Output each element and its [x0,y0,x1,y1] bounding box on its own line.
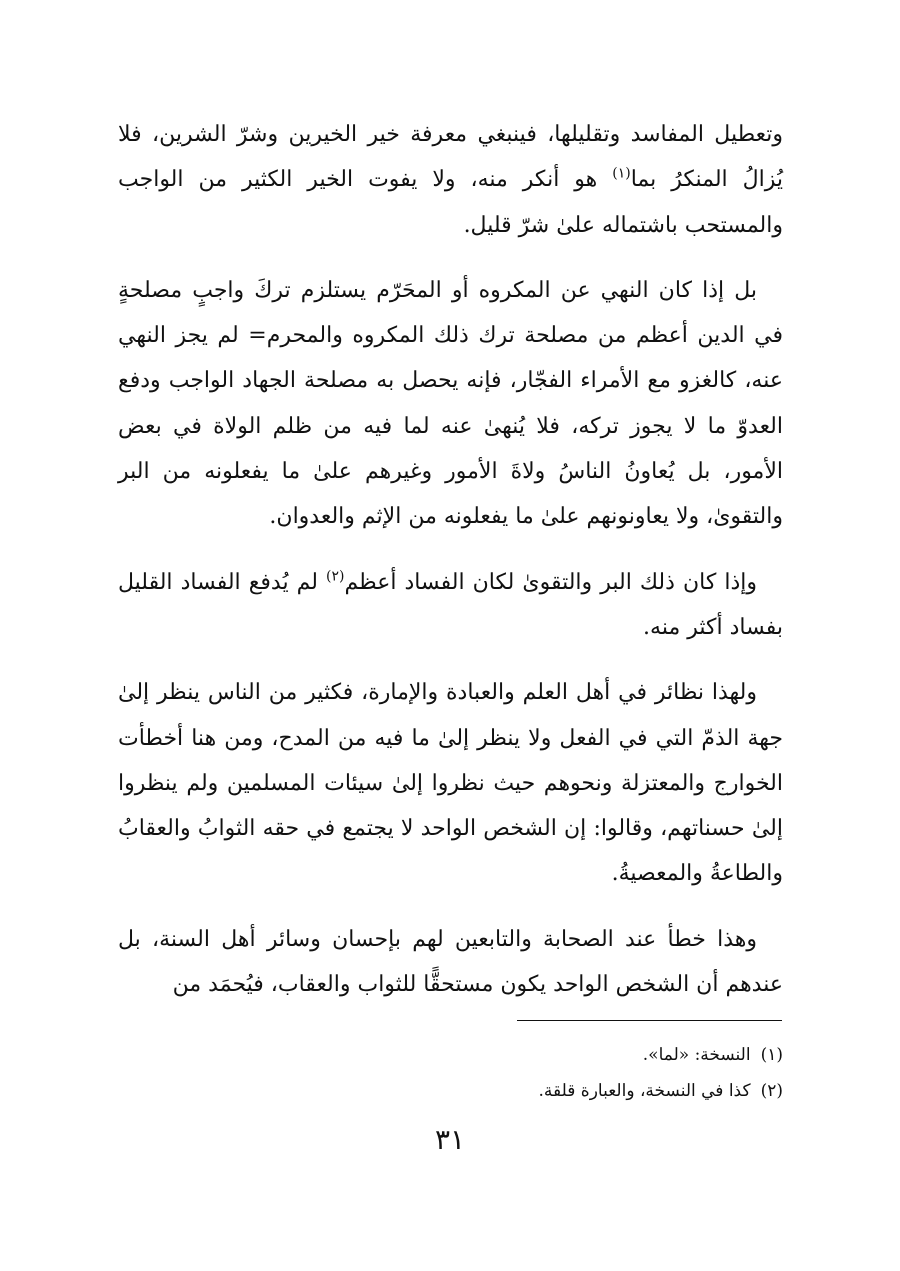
footnote-ref-1: (١) [612,165,631,182]
paragraph-3 [118,560,783,651]
paragraph-1-text-a: وتعطيل المفاسد وتقليلها، فينبغي معرفة خير الخيرين وشرّ الشرين، فلا يُزالُ المنكرُ بما [118,122,783,193]
footnote-ref-2: (٢) [326,568,345,585]
footnotes [118,1037,783,1109]
paragraph-3-text-b: لم يُدفع الفساد القليل بفساد أكثر منه. [118,569,783,640]
footnote-1-number: (١) [760,1045,783,1065]
footnote-1-text: النسخة: «لما». [642,1045,751,1065]
footnote-1 [118,1037,783,1073]
paragraph-4: ولهذا نظائر في أهل العلم والعبادة والإمارة، فكثير من الناس ينظر إلىٰ جهة الذمّ التي في الفعل ولا ينظر إلىٰ ما فيه من المدح، ومن هنا أخطأت الخوارج والمعتزلة ونحوهم حيث نظروا إلىٰ سيئات المسلمين ولم ينظروا إلىٰ حسناتهم، وقالوا: إن الشخص الواحد لا يجتمع في حقه الثوابُ والعقابُ والطاعةُ والمعصيةُ. [118,680,783,887]
footnote-2-text: كذا في النسخة، والعبارة قلقة. [538,1081,751,1101]
paragraph-1 [118,112,783,248]
paragraph-5: وهذا خطأ عند الصحابة والتابعين لهم بإحسان وسائر أهل السنة، بل عندهم أن الشخص الواحد يكون مستحقًّا للثواب والعقاب، فيُحمَد من [118,926,783,998]
footnote-separator [517,1020,782,1021]
paragraph-3-text-a: وإذا كان ذلك البر والتقوىٰ لكان الفساد أعظم [344,569,757,595]
paragraph-2: بل إذا كان النهي عن المكروه أو المحَرّم يستلزم تركَ واجبٍ مصلحةٍ في الدين أعظم من مصلحة ترك ذلك المكروه والمحرم= لم يجز النهي عنه، كالغزو مع الأمراء الفجّار، فإنه يحصل به مصلحة الجهاد الواجب ودفع العدوّ ما لا يجوز تركه، فلا يُنهىٰ عنه لما فيه من ظلم الولاة في بعض الأمور، بل يُعاونُ الناسُ ولاةَ الأمور وغيرهم علىٰ ما يفعلونه من البر والتقوىٰ، ولا يعاونونهم علىٰ ما يفعلونه من الإثم والعدوان. [118,277,783,530]
footnote-2-number: (٢) [760,1081,783,1101]
paragraph-1-text-b: هو أنكر منه، ولا يفوت الخير الكثير من الواجب والمستحب باشتماله علىٰ شرّ قليل. [118,167,783,238]
footnote-2 [118,1073,783,1109]
page-number: ٣١ [434,1123,466,1156]
main-text [118,112,783,1027]
